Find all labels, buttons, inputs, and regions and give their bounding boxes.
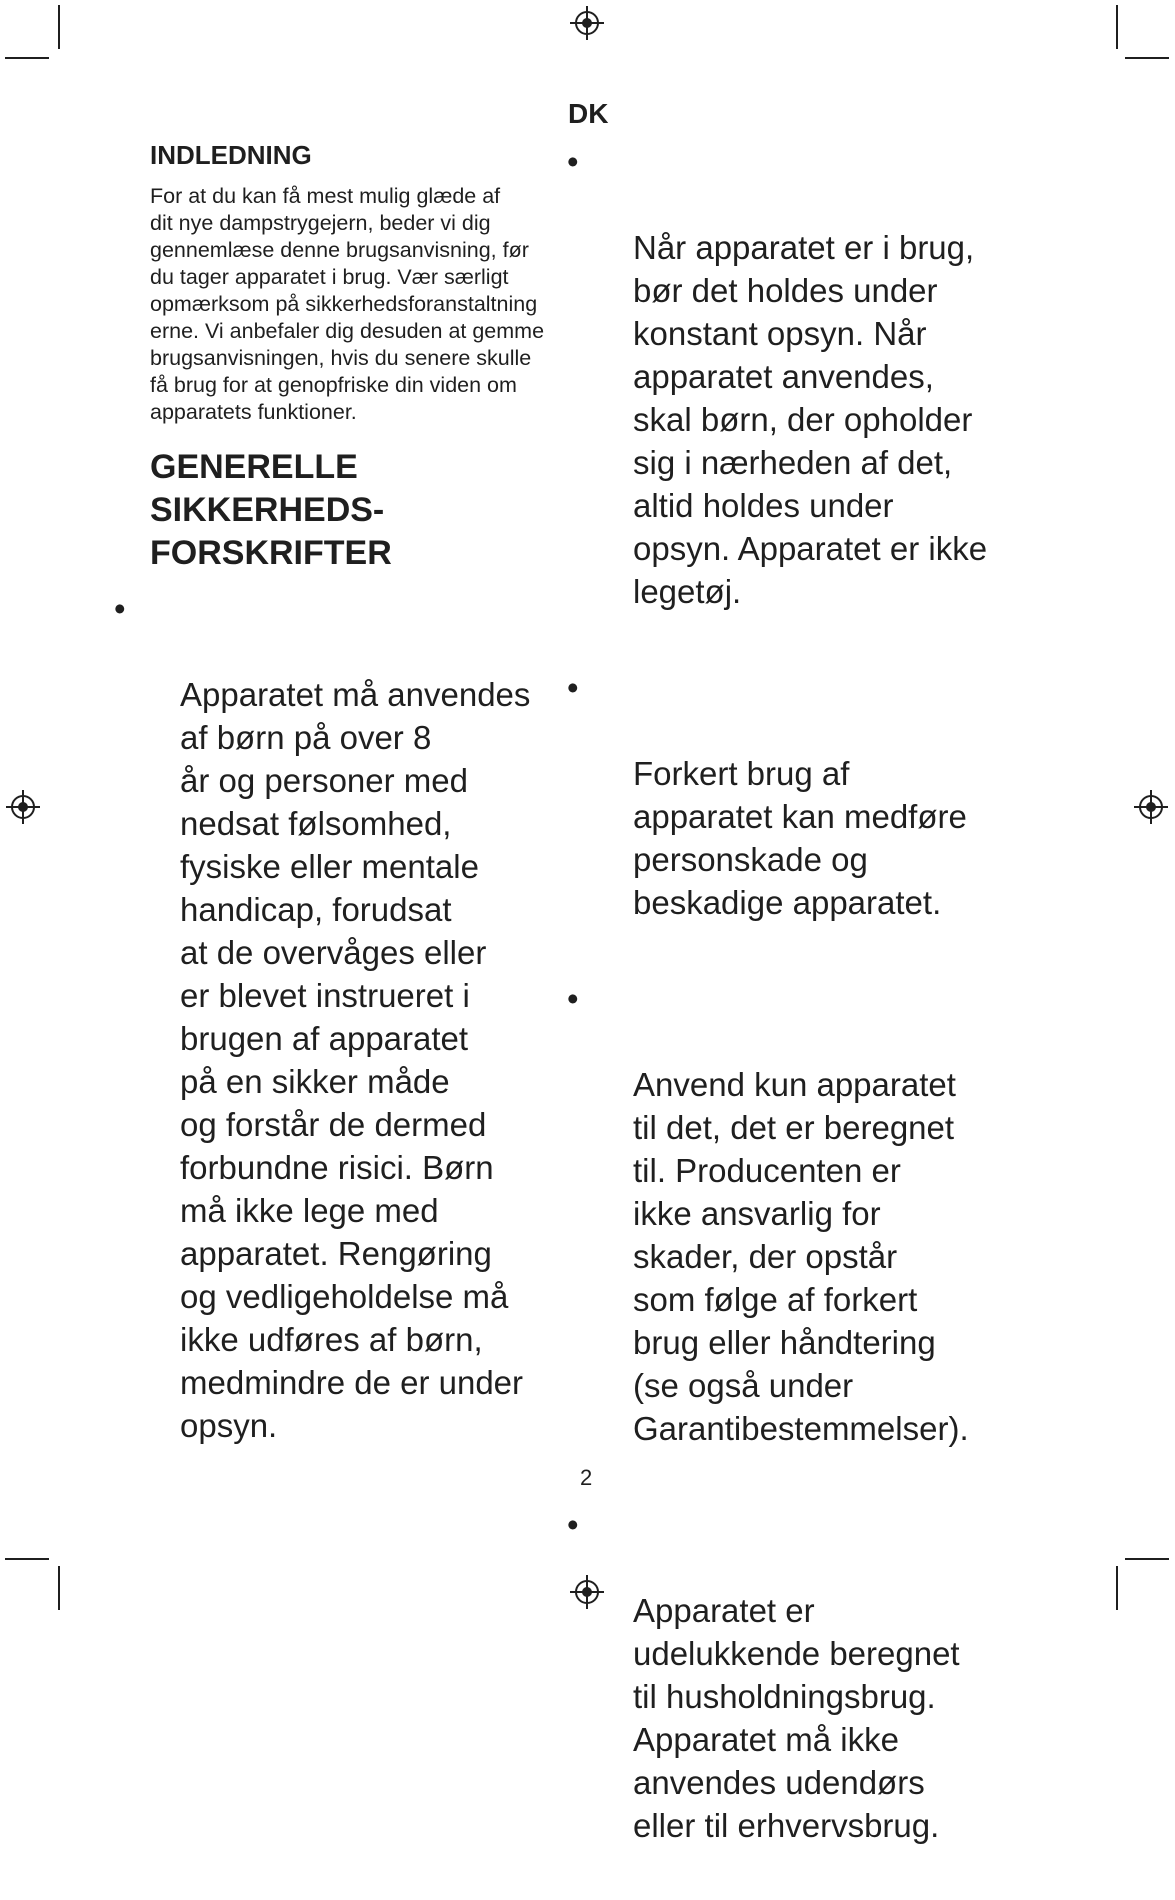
intro-text: For at du kan få mest mulig glæde af dit nye dampstrygejern, beder vi dig gennemlæse denne brugsanvisning, før du tager apparatet i brug. Vær særligt opmærksom på sikkerhedsforanstaltning erne. Vi anbefaler dig desuden at gemme brugsanvisningen, hvis du senere skulle få brug for at genopfriske din viden om apparatets funktioner. [150, 184, 545, 424]
crop-mark [5, 57, 49, 59]
crop-mark [1116, 1566, 1118, 1610]
crop-mark [1125, 1558, 1169, 1560]
list-item [567, 977, 1043, 1493]
list-item [567, 666, 1043, 967]
registration-mark-icon [6, 790, 40, 824]
bullet-icon: • [114, 590, 126, 627]
safety-list-right [567, 140, 1043, 1890]
list-item-text: Apparatet er udelukkende beregnet til husholdningsbrug. Apparatet må ikke anvendes udendørs eller til erhvervsbrug. [633, 1592, 960, 1844]
list-item-text: Når apparatet er i brug, bør det holdes under konstant opsyn. Når apparatet anvendes, skal børn, der opholder sig i nærheden af det, altid holdes under opsyn. Apparatet er ikke legetøj. [633, 229, 988, 610]
crop-mark [1116, 5, 1118, 49]
crop-mark [5, 1558, 49, 1560]
list-item-text: Anvend kun apparatet til det, det er beregnet til. Producenten er ikke ansvarlig for skader, der opstår som følge af forkert brug eller håndtering (se også under Garantibestemmelser). [633, 1066, 969, 1447]
registration-mark-icon [570, 6, 604, 40]
crop-mark [58, 5, 60, 49]
list-item-text: Apparatet må anvendes af børn på over 8 år og personer med nedsat følsomhed, fysiske eller mentale handicap, forudsat at de overvåges eller er blevet instrueret i brugen af apparatet på en sikker måde og forstår de dermed forbundne risici. Børn må ikke lege med apparatet. Rengøring og vedligeholdelse må ikke udføres af børn, medmindre de er under opsyn. [180, 676, 531, 1444]
safety-list-left [114, 587, 570, 1490]
bullet-icon: • [567, 669, 579, 706]
page-number: 2 [580, 1465, 593, 1490]
safety-heading: GENERELLE SIKKERHEDS- FORSKRIFTER [150, 448, 392, 572]
list-item [567, 1503, 1043, 1890]
crop-mark [1125, 57, 1169, 59]
bullet-icon: • [567, 1506, 579, 1543]
crop-mark [58, 1566, 60, 1610]
list-item-text: Forkert brug af apparatet kan medføre personskade og beskadige apparatet. [633, 755, 967, 921]
registration-mark-icon [1134, 790, 1168, 824]
list-item [114, 587, 570, 1490]
left-column [114, 140, 570, 1500]
bullet-icon: • [567, 980, 579, 1017]
bullet-icon: • [567, 143, 579, 180]
intro-heading: INDLEDNING [150, 140, 312, 170]
language-label: DK [568, 98, 609, 129]
registration-mark-icon [570, 1575, 604, 1609]
right-column [567, 140, 1043, 1900]
list-item [567, 140, 1043, 656]
